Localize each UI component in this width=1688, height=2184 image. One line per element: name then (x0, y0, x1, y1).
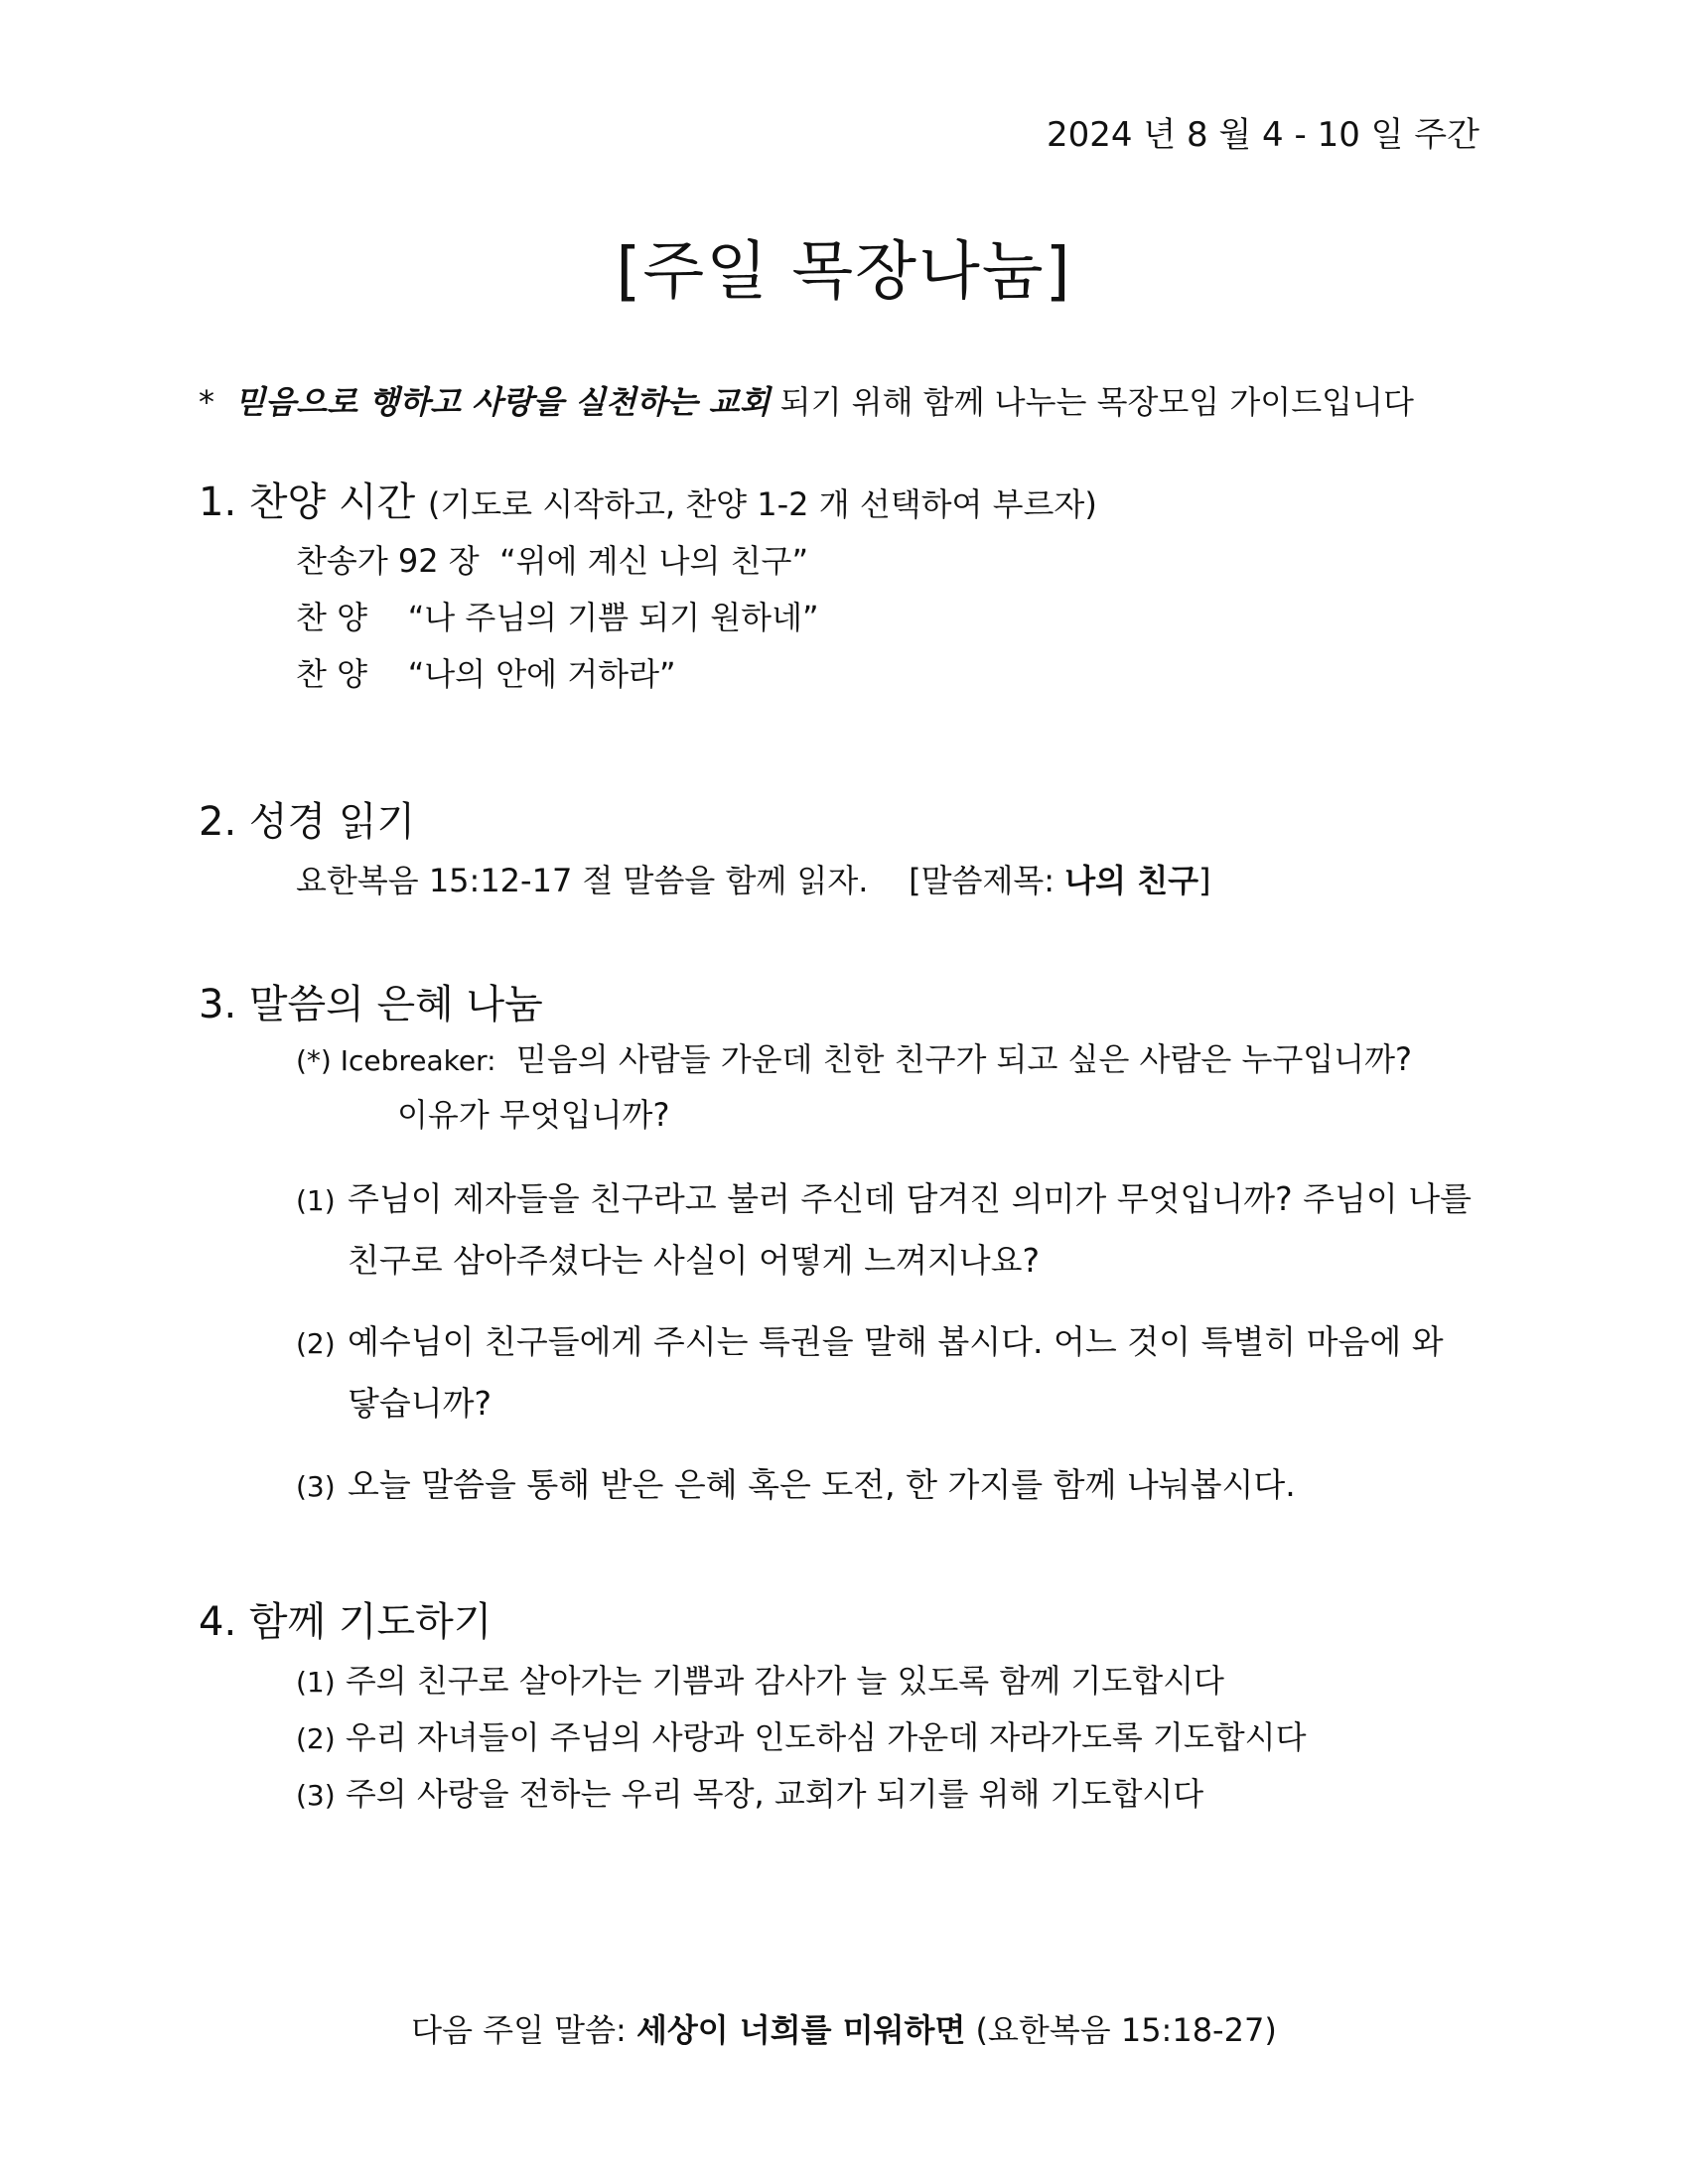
next-sermon-title: 세상이 너희를 미워하면 (635, 2011, 966, 2049)
song-title: “나 주님의 기쁨 되기 원하네” (407, 599, 819, 636)
section2-heading: 2. 성경 읽기 (199, 799, 416, 845)
prayer-item (296, 1712, 1307, 1758)
reading-line (296, 856, 1211, 901)
song-title: “나의 안에 거하라” (407, 655, 676, 693)
question-item (296, 1312, 1444, 1433)
page-title: [주일 목장나눔] (616, 235, 1072, 309)
section1-title: 1. 찬양 시간 (199, 479, 416, 525)
song-label: 찬송가 92 장 (296, 542, 480, 580)
sermon-prefix: [말씀제목: (909, 862, 1055, 899)
question-number: (2) (296, 1327, 336, 1360)
week-date: 2024 년 8 월 4 - 10 일 주간 (1046, 115, 1479, 155)
intro-line (199, 377, 1414, 423)
section4-heading: 4. 함께 기도하기 (199, 1599, 492, 1645)
sermon-suffix: ] (1198, 862, 1211, 899)
intro-rest: 되기 위해 함께 나누는 목장모임 가이드입니다 (779, 383, 1414, 421)
prayer-number: (1) (296, 1666, 336, 1699)
next-sermon (0, 2005, 1688, 2051)
prayer-text: 주의 사랑을 전하는 우리 목장, 교회가 되기를 위해 기도합시다 (345, 1775, 1204, 1813)
song-row (296, 536, 808, 582)
question-line: 예수님이 친구들에게 주시는 특권을 말해 봅시다. 어느 것이 특별히 마음에 와 (348, 1322, 1444, 1361)
icebreaker-question: 믿음의 사람들 가운데 친한 친구가 되고 싶은 사람은 누구입니까? (515, 1040, 1412, 1078)
prayer-number: (2) (296, 1722, 336, 1755)
song-row (296, 593, 819, 638)
next-sermon-reference: (요한복음 15:18-27) (975, 2011, 1277, 2049)
sermon-title: 나의 친구 (1064, 862, 1199, 899)
question-item (296, 1169, 1472, 1291)
intro-star: * (199, 383, 214, 421)
song-title: “위에 계신 나의 친구” (499, 542, 809, 580)
prayer-text: 주의 친구로 살아가는 기쁨과 감사가 늘 있도록 함께 기도합시다 (345, 1662, 1224, 1700)
question-number: (1) (296, 1184, 336, 1217)
reading-passage: 요한복음 15:12-17 절 말씀을 함께 읽자. (296, 862, 869, 899)
prayer-text: 우리 자녀들이 주님의 사랑과 인도하심 가운데 자라가도록 기도합시다 (345, 1718, 1307, 1756)
question-line: 오늘 말씀을 통해 받은 은혜 혹은 도전, 한 가지를 함께 나눠봅시다. (348, 1465, 1296, 1504)
song-label: 찬 양 (296, 599, 367, 636)
question-item (296, 1455, 1296, 1517)
icebreaker-line (296, 1034, 1412, 1080)
icebreaker-label: (*) Icebreaker: (296, 1044, 496, 1077)
section1-heading (199, 471, 1097, 527)
prayer-item (296, 1656, 1224, 1702)
question-line: 친구로 삼아주셨다는 사실이 어떻게 느껴지나요? (348, 1241, 1041, 1280)
section3-heading: 3. 말씀의 은혜 나눔 (199, 982, 543, 1027)
icebreaker-line2: 이유가 무엇입니까? (397, 1096, 670, 1134)
section1-note: (기도로 시작하고, 찬양 1-2 개 선택하여 부르자) (427, 485, 1097, 523)
prayer-item (296, 1769, 1203, 1815)
question-line: 주님이 제자들을 친구라고 불러 주신데 담겨진 의미가 무엇입니까? 주님이 나를 (348, 1179, 1473, 1218)
intro-emphasis: 믿음으로 행하고 사랑을 실천하는 교회 (234, 383, 771, 421)
question-number: (3) (296, 1470, 336, 1503)
song-row (296, 649, 676, 695)
question-line: 닿습니까? (348, 1384, 492, 1423)
next-sermon-prefix: 다음 주일 말씀: (411, 2011, 627, 2049)
song-label: 찬 양 (296, 655, 367, 693)
prayer-number: (3) (296, 1779, 336, 1812)
